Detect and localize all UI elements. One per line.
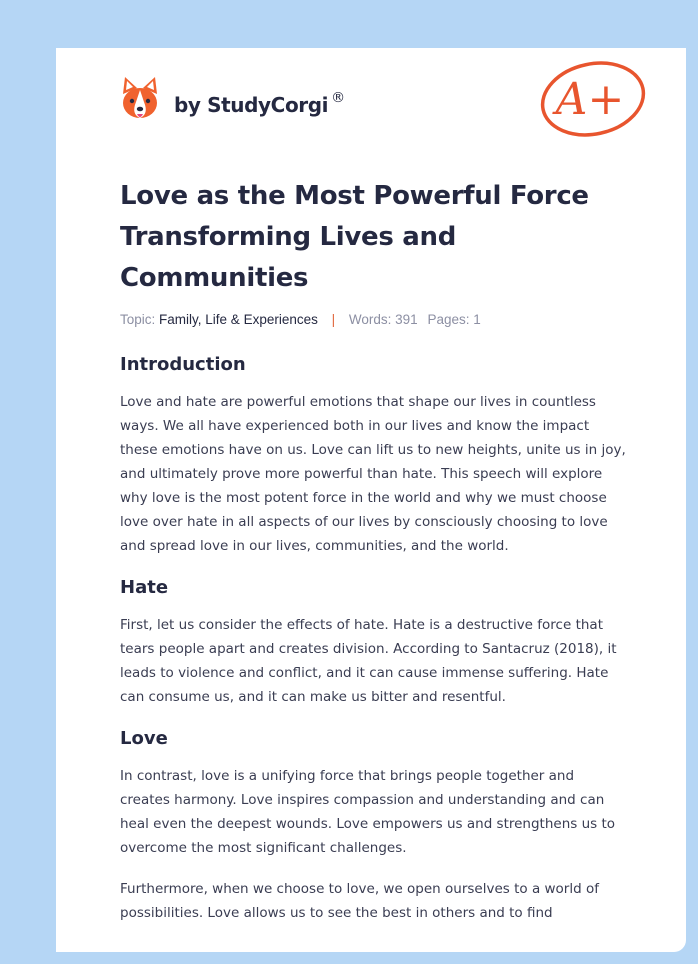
section-heading: Hate [120,577,169,598]
brand-name: by StudyCorgi ® [174,89,345,117]
word-count: Words: 391 [348,312,418,327]
grade-badge [538,58,648,144]
topic-link[interactable]: Family, Life & Experiences [159,312,318,327]
brand-logo[interactable] [120,76,345,122]
section-paragraph: First, let us consider the effects of hate. Hate is a destructive force that tears people apart and creates division. According to Santacruz (2018), it leads to violence and conflict, and it can cause immense suffering. Hate can consume us, and it can make us bitter and resentful. [120,617,617,705]
grade-a-plus-icon [538,58,648,140]
section-heading: Introduction [120,354,246,375]
document-body [120,352,628,942]
document-title: Love as the Most Powerful Force Transforming Lives and Communities [120,181,589,293]
document-page [56,48,686,952]
registered-mark: ® [331,89,345,106]
topic-label: Topic: [120,312,156,327]
section-paragraph: Furthermore, when we choose to love, we open ourselves to a world of possibilities. Love allows us to see the best in others and to find [120,881,599,921]
document-meta [120,312,481,327]
section-heading: Love [120,728,168,749]
svg-text:A+: A+ [555,74,625,125]
corgi-icon [120,76,160,122]
section-paragraph: In contrast, love is a unifying force that brings people together and creates harmony. Love inspires compassion and understanding and can heal even the deepest wounds. Love empowers us and strengthens us to overcome the most significant challenges. [120,768,616,856]
meta-separator: | [331,312,336,327]
page-count: Pages: 1 [427,312,481,327]
section-paragraph: Love and hate are powerful emotions that shape our lives in countless ways. We all have experienced both in our lives and know the impact these emotions have on us. Love can lift us to new heights, unite us in joy, and ultimately prove more powerful than hate. This speech will explore why love is the most potent force in the world and why we must choose love over hate in all aspects of our lives by consciously choosing to love and spread love in our lives, communities, and the world. [120,394,626,554]
